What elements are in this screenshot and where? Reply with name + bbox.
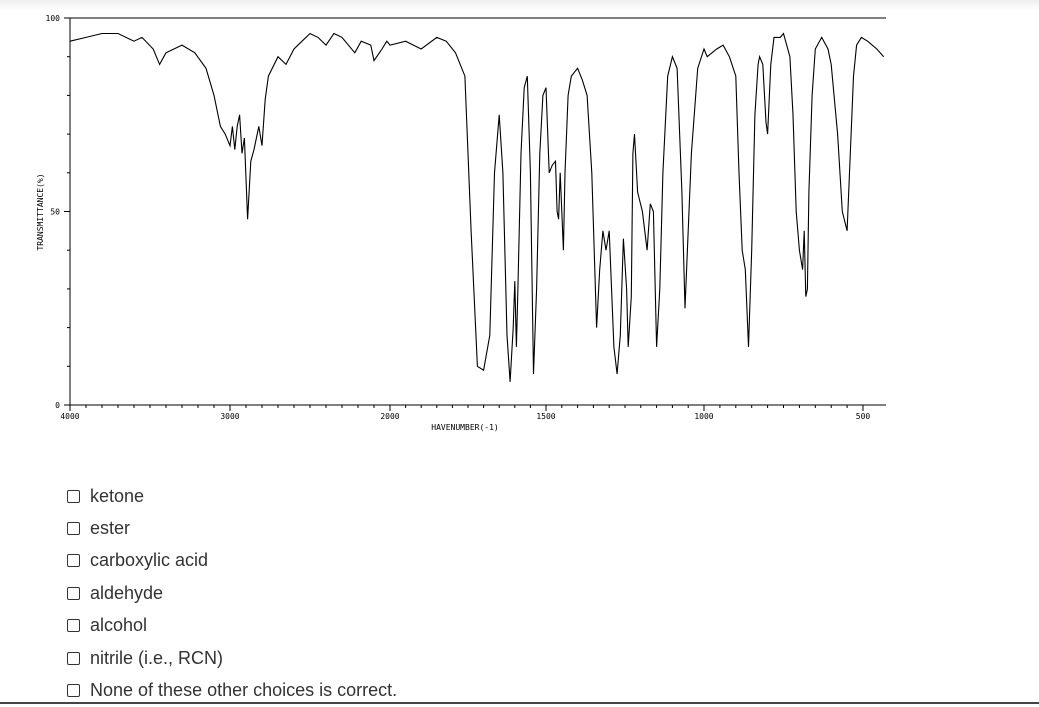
checkbox-icon[interactable] xyxy=(67,587,80,600)
choice-alcohol[interactable] xyxy=(67,610,397,642)
checkbox-icon[interactable] xyxy=(67,684,80,697)
choice-label: ketone xyxy=(90,485,145,506)
tick-labels xyxy=(46,14,871,421)
answer-choices xyxy=(67,480,397,707)
bottom-divider xyxy=(0,702,1039,704)
x-tick-label: 1000 xyxy=(694,412,714,421)
checkbox-icon[interactable] xyxy=(67,619,80,632)
x-tick-label: 2000 xyxy=(380,412,400,421)
spectrum-series-line xyxy=(70,34,884,382)
tick-marks xyxy=(64,18,863,411)
choice-aldehyde[interactable] xyxy=(67,577,397,609)
choice-ester[interactable] xyxy=(67,512,397,544)
y-tick-label: 100 xyxy=(45,14,60,23)
checkbox-icon[interactable] xyxy=(67,652,80,665)
x-tick-label: 1500 xyxy=(536,412,556,421)
choice-nitrile[interactable] xyxy=(67,642,397,674)
y-axis-label: TRANSMITTANCE(%) xyxy=(36,173,45,251)
y-tick-label: 0 xyxy=(55,401,60,410)
choice-label: aldehyde xyxy=(90,582,164,603)
checkbox-icon[interactable] xyxy=(67,554,80,567)
y-tick-label: 50 xyxy=(50,207,60,217)
x-tick-label: 4000 xyxy=(60,412,80,421)
x-axis-label: HAVENUMBER(-1) xyxy=(431,423,499,432)
choice-label: None of these other choices is correct. xyxy=(90,680,398,701)
checkbox-icon[interactable] xyxy=(67,490,80,503)
choice-ketone[interactable] xyxy=(67,480,397,512)
x-tick-label: 3000 xyxy=(220,412,240,421)
checkbox-icon[interactable] xyxy=(67,522,80,535)
choice-label: carboxylic acid xyxy=(90,550,209,571)
x-tick-label: 500 xyxy=(855,412,871,421)
choice-label: alcohol xyxy=(90,615,148,636)
choice-label: nitrile (i.e., RCN) xyxy=(90,647,224,668)
choice-carboxylic-acid[interactable] xyxy=(67,545,397,577)
choice-label: ester xyxy=(90,518,131,539)
